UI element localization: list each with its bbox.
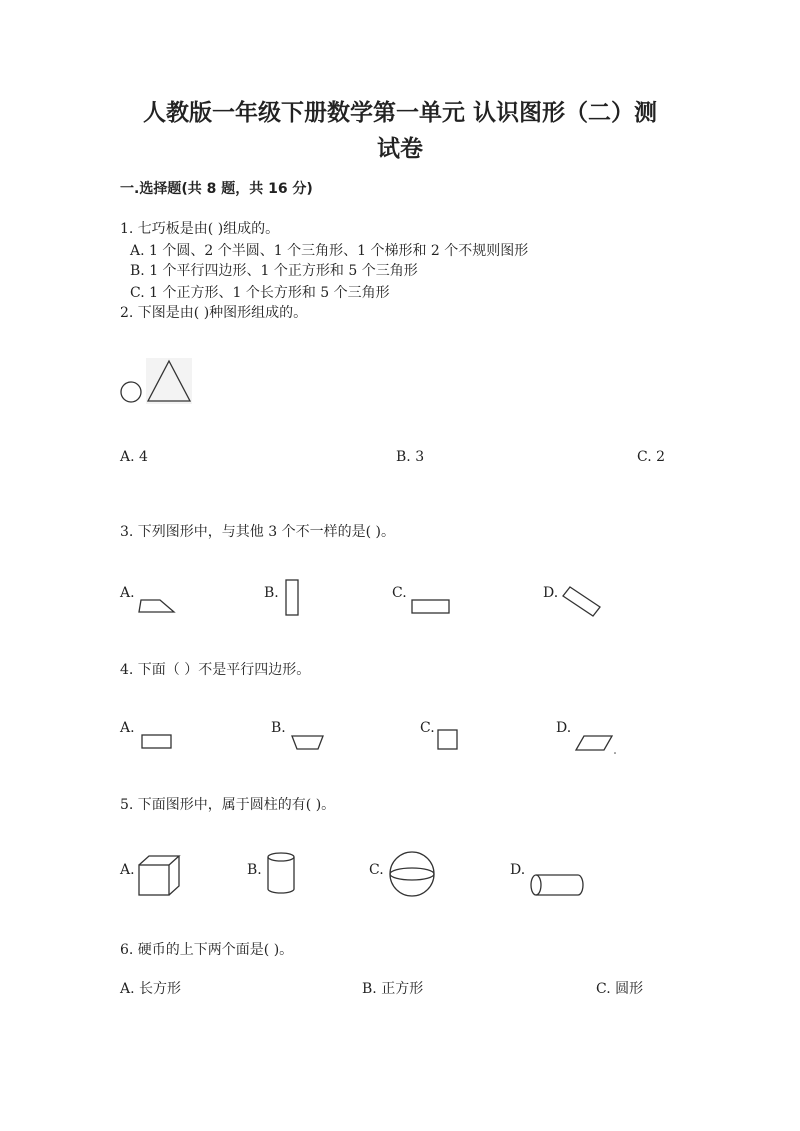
question-5-option-c[interactable]: C. bbox=[369, 862, 384, 878]
question-3-option-b[interactable]: B. bbox=[264, 585, 279, 601]
question-4-stem: 4. 下面（ ）不是平行四边形。 bbox=[120, 662, 311, 678]
title-line-1: 人教版一年级下册数学第一单元 认识图形（二）测 bbox=[142, 100, 657, 126]
tilted-rectangle-shape bbox=[563, 587, 600, 616]
question-6-option-c[interactable]: C. 圆形 bbox=[596, 981, 644, 997]
question-4-shape-a bbox=[140, 733, 174, 751]
title-line-2: 试卷 bbox=[377, 136, 423, 162]
question-2-figure bbox=[118, 356, 198, 408]
section-heading: 一.选择题(共 8 题，共 16 分) bbox=[120, 181, 313, 197]
question-4-option-b[interactable]: B. bbox=[271, 720, 286, 736]
question-4-option-a[interactable]: A. bbox=[120, 720, 135, 736]
question-6-option-b[interactable]: B. 正方形 bbox=[362, 981, 424, 997]
question-3-shape-d bbox=[560, 584, 604, 620]
question-3-shape-c bbox=[410, 598, 452, 616]
question-6-option-a[interactable]: A. 长方形 bbox=[120, 981, 182, 997]
question-1-option-a[interactable]: A. 1 个圆、2 个半圆、1 个三角形、1 个梯形和 2 个不规则图形 bbox=[130, 243, 529, 259]
question-2-option-a[interactable]: A. 4 bbox=[120, 449, 148, 465]
square-shape bbox=[438, 730, 457, 749]
question-2-option-b[interactable]: B. 3 bbox=[396, 449, 425, 465]
question-5-shape-c bbox=[386, 850, 438, 898]
question-3-option-c[interactable]: C. bbox=[392, 585, 407, 601]
question-3-shape-a bbox=[138, 598, 178, 614]
question-4-shape-c bbox=[436, 728, 460, 752]
parallelogram-shape bbox=[576, 736, 612, 750]
question-4-option-d[interactable]: D. bbox=[556, 720, 572, 736]
wide-rectangle-shape bbox=[412, 600, 449, 613]
question-4-option-c[interactable]: C. bbox=[420, 720, 435, 736]
cylinder-shape bbox=[268, 853, 294, 893]
question-5-option-b[interactable]: B. bbox=[247, 862, 262, 878]
rectangle-shape bbox=[142, 735, 171, 748]
tall-rectangle-shape bbox=[286, 580, 298, 615]
question-6-stem: 6. 硬币的上下两个面是( )。 bbox=[120, 942, 294, 958]
question-3-shape-b bbox=[284, 578, 300, 618]
question-2-option-c[interactable]: C. 2 bbox=[637, 449, 666, 465]
figure-background bbox=[146, 358, 192, 404]
question-1-option-c[interactable]: C. 1 个正方形、1 个长方形和 5 个三角形 bbox=[130, 285, 390, 301]
question-5-shape-b bbox=[264, 850, 298, 898]
stray-dot bbox=[614, 752, 616, 754]
page-title bbox=[0, 95, 800, 167]
cube-shape bbox=[139, 856, 179, 895]
trapezoid-shape bbox=[292, 736, 323, 749]
question-4-shape-d bbox=[574, 734, 618, 756]
horizontal-cylinder-shape bbox=[531, 875, 583, 895]
question-5-option-a[interactable]: A. bbox=[120, 862, 135, 878]
question-1-option-b[interactable]: B. 1 个平行四边形、1 个正方形和 5 个三角形 bbox=[130, 263, 418, 279]
question-2-stem: 2. 下图是由( )种图形组成的。 bbox=[120, 305, 308, 321]
question-5-stem: 5. 下面图形中，属于圆柱的有( )。 bbox=[120, 797, 336, 813]
question-5-shape-d bbox=[528, 872, 588, 900]
sphere-shape bbox=[390, 852, 434, 896]
question-5-option-d[interactable]: D. bbox=[510, 862, 526, 878]
question-3-stem: 3. 下列图形中，与其他 3 个不一样的是( )。 bbox=[120, 524, 395, 540]
question-4-shape-b bbox=[290, 734, 326, 752]
question-3-option-a[interactable]: A. bbox=[120, 585, 135, 601]
question-1-stem: 1. 七巧板是由( )组成的。 bbox=[120, 221, 280, 237]
question-5-shape-a bbox=[136, 853, 184, 899]
trapezoid-shape bbox=[139, 600, 174, 612]
circle-shape bbox=[121, 382, 141, 402]
question-3-option-d[interactable]: D. bbox=[543, 585, 559, 601]
